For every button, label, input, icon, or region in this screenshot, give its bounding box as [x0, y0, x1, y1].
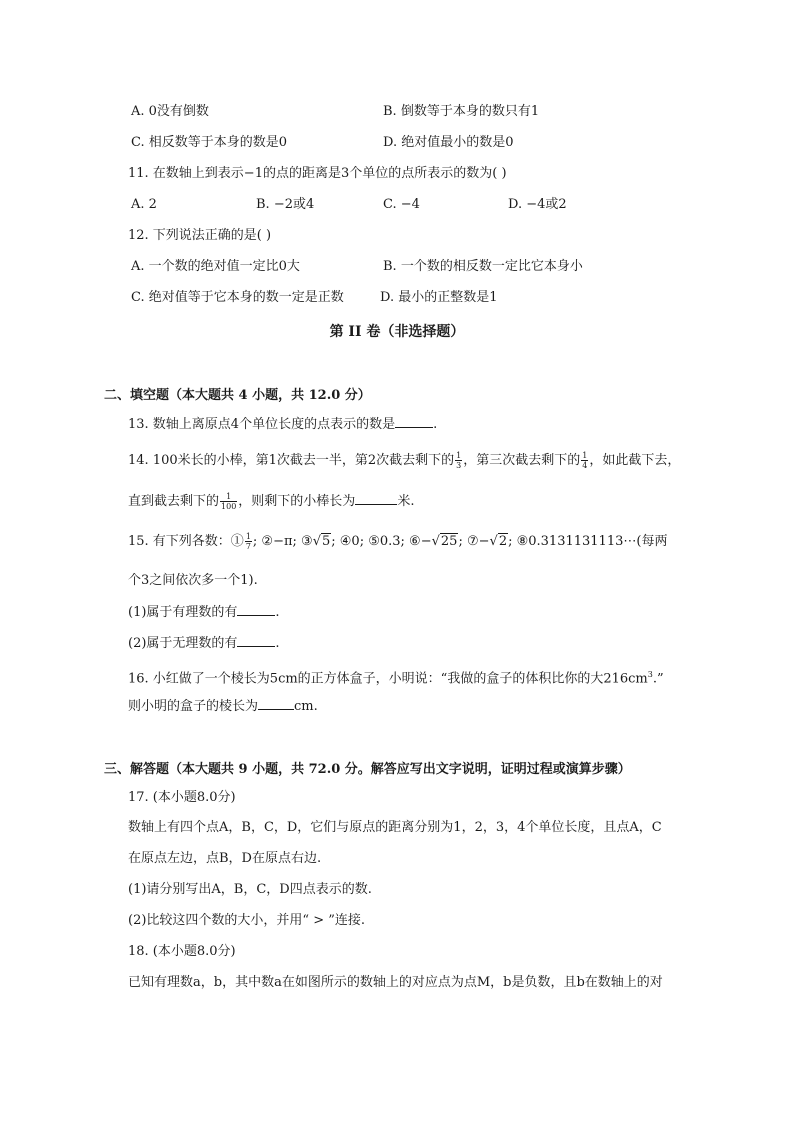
q12-option-a: A. 一个数的绝对值一定比0大: [131, 259, 300, 274]
q14-text-5: ，则剩下的小棒长为: [238, 494, 356, 509]
q14-line2: [128, 490, 414, 512]
q15-item-4: ; ④0; ⑤0.3; ⑥−: [331, 534, 432, 549]
q14-text-1: 14. 100米长的小棒，第1次截去一半，第2次截去剩下的: [128, 453, 455, 468]
part2-title: 第 II 卷（非选择题）: [329, 324, 465, 340]
q15-radicand-7: 2: [498, 534, 508, 549]
q16-text-1: 16. 小红做了一个棱长为5cm的正方体盒子，小明说：“我做的盒子的体积比你的大216cm: [128, 671, 648, 687]
section2-heading: 二、填空题（本大题共 4 小题，共 12.0 分）: [104, 388, 371, 403]
q11-stem: 11. 在数轴上到表示−1的点的距离是3个单位的点所表示的数为( ): [128, 166, 507, 181]
q13-end: .: [433, 417, 438, 432]
q15-f1-den: 7: [245, 542, 251, 551]
q15-sub1-text: (1)属于有理数的有: [128, 605, 238, 620]
q15-sub1-blank[interactable]: [237, 601, 275, 616]
q10-option-a: A. 0没有倒数: [131, 104, 209, 119]
q15-item-7: ; ⑦−: [458, 534, 490, 549]
q16-text-2: 则小明的盒子的棱长为: [128, 699, 259, 714]
q11-option-c: C. −4: [383, 197, 420, 212]
q15-sub1: [128, 601, 280, 623]
q14-f1-num: 1: [456, 451, 462, 460]
q14-text-3: ，如此截下去，: [589, 453, 681, 468]
q14-f2-den: 4: [582, 461, 588, 470]
q13-answer-blank[interactable]: [395, 413, 433, 428]
q14-text-6: 米.: [397, 494, 415, 509]
q11-option-a: A. 2: [131, 197, 157, 212]
q13: [128, 413, 437, 435]
q15-sub2-dot: .: [275, 636, 280, 651]
q10-option-d: D. 绝对值最小的数是0: [383, 135, 514, 150]
q15-sub1-dot: .: [275, 605, 280, 620]
q10-option-b: B. 倒数等于本身的数只有1: [383, 104, 540, 119]
q14-f3-num: 1: [220, 492, 237, 502]
q14-f1-den: 3: [456, 461, 462, 470]
q14-fraction-2: [581, 451, 588, 470]
q14-f3-den: 100: [221, 502, 237, 511]
q14-line1: [128, 451, 680, 471]
q15-item-8: ; ⑧0.3131131113⋯(每两: [508, 534, 668, 549]
q14-f2-num: 1: [582, 451, 588, 460]
q16-line1: [128, 665, 664, 689]
q17-label: 17. (本小题8.0分): [128, 790, 236, 805]
q11-option-d: D. −4或2: [508, 197, 567, 212]
q15-f1-num: 1: [245, 532, 251, 541]
q14-answer-blank[interactable]: [355, 490, 397, 505]
q17-line3: (1)请分别写出A，B，C，D四点表示的数.: [128, 882, 372, 897]
q12-option-d: D. 最小的正整数是1: [380, 290, 498, 305]
q11-option-b: B. −2或4: [256, 197, 315, 212]
section3-heading: 三、解答题（本大题共 9 小题，共 72.0 分。解答应写出文字说明，证明过程或演算步骤）: [104, 762, 631, 777]
q14-text-2: ，第三次截去剩下的: [463, 453, 581, 468]
q18-line1: 已知有理数a，b，其中数a在如图所示的数轴上的对应点为点M，b是负数，且b在数轴上的对: [128, 975, 663, 990]
q15-sub2-text: (2)属于无理数的有: [128, 636, 238, 651]
q12-option-b: B. 一个数的相反数一定比它本身小: [383, 259, 583, 274]
q17-line4: (2)比较这四个数的大小，并用“ > ”连接.: [128, 913, 365, 928]
q13-text: 13. 数轴上离原点4个单位长度的点表示的数是: [128, 417, 396, 432]
q15-radicand-6: 25: [440, 534, 458, 549]
q17-line1: 数轴上有四个点A，B，C，D，它们与原点的距离分别为1，2，3，4个单位长度，且点A，C: [128, 820, 662, 835]
q15-prefix: 15. 有下列各数：①: [128, 534, 244, 549]
q12-stem: 12. 下列说法正确的是( ): [128, 228, 272, 243]
q15-item-2: ; ②−π; ③: [252, 534, 313, 549]
q16-line2: [128, 695, 318, 717]
q15-radicand-3: 5: [321, 534, 331, 549]
q16-answer-blank[interactable]: [258, 695, 294, 710]
q16-text-2-end: cm.: [294, 699, 318, 714]
q10-option-c: C. 相反数等于本身的数是0: [131, 135, 288, 150]
q12-option-c: C. 绝对值等于它本身的数一定是正数: [131, 290, 344, 305]
q15-continuation: 个3之间依次多一个1).: [128, 573, 258, 588]
q18-label: 18. (本小题8.0分): [128, 944, 236, 959]
q15-fraction: [245, 532, 252, 551]
q15-line1: 15. 有下列各数：① $\frac{1}{7}$ ; ②−π; ③√5; ④0; ⑤0.3; ⑥−√25; ⑦−√2; ⑧0.3131131113⋯(每两: [128, 532, 668, 551]
q14-fraction-1: [455, 451, 462, 470]
q16-superscript: 3: [647, 670, 653, 679]
q14-text-4: 直到截去剩下的: [128, 494, 220, 509]
q15-sub2-blank[interactable]: [237, 632, 275, 647]
q16-text-1-end: .”: [652, 671, 664, 687]
q17-line2: 在原点左边，点B，D在原点右边.: [128, 851, 322, 866]
q14-fraction-3: [220, 492, 237, 511]
q15-sub2: [128, 632, 280, 654]
